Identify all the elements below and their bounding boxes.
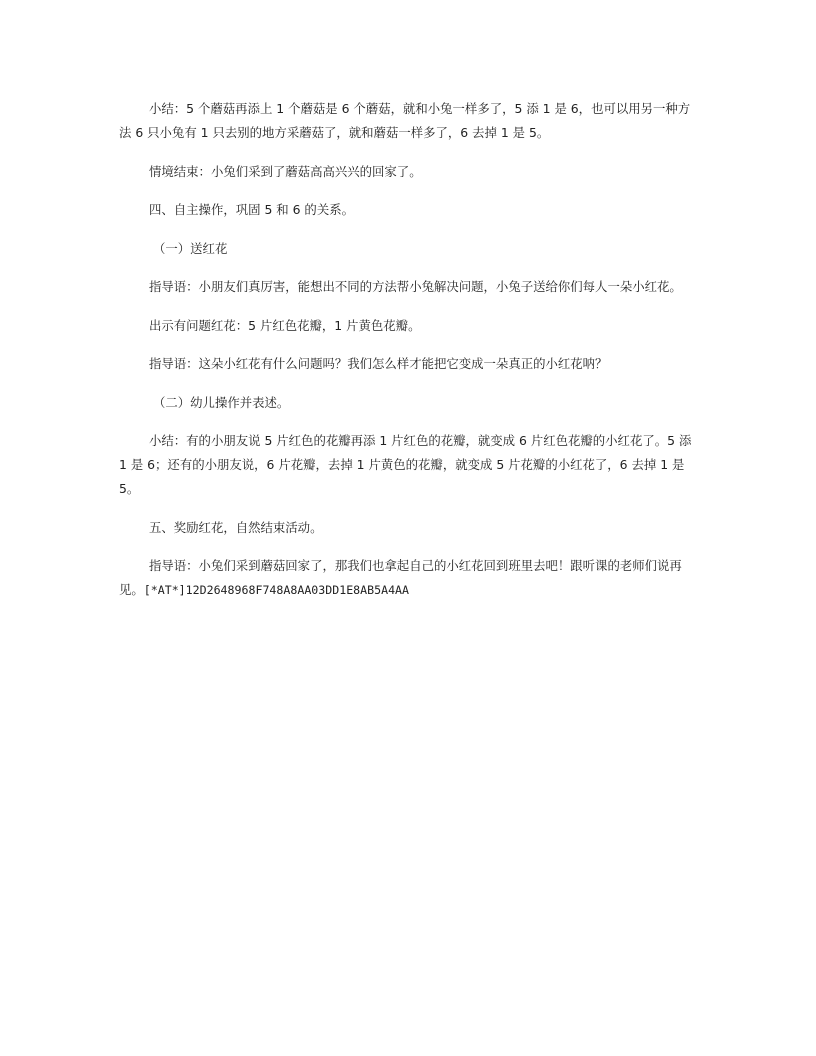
paragraph-summary-petals: 小结：有的小朋友说 5 片红色的花瓣再添 1 片红色的花瓣，就变成 6 片红色花瓣的小红花了。5 添 1 是 6；还有的小朋友说，6 片花瓣，去掉 1 片黄色的花瓣，就变成 5 片花瓣的小红花了，6 去掉 1 是 5。	[119, 433, 692, 496]
paragraph-guide-farewell	[119, 554, 701, 602]
paragraph-scene-end: 情境结束：小兔们采到了蘑菇高高兴兴的回家了。	[149, 163, 422, 179]
subsection-heading-one: （一）送红花	[153, 240, 228, 256]
farewell-text: 指导语：小兔们采到蘑菇回家了，那我们也拿起自己的小红花回到班里去吧！跟听课的老师们说再见。	[119, 558, 682, 597]
paragraph-guide-question: 指导语：这朵小红花有什么问题吗？我们怎么样才能把它变成一朵真正的小红花呐？	[149, 356, 608, 371]
paragraph-summary-mushrooms: 小结：5 个蘑菇再添上 1 个蘑菇是 6 个蘑菇，就和小兔一样多了，5 添 1 是 6，也可以用另一种方法 6 只小兔有 1 只去别的地方采蘑菇了，就和蘑菇一样多了，6 去掉 1 是 5。	[119, 101, 691, 140]
section-heading-five: 五、奖励红花，自然结束活动。	[149, 519, 323, 535]
paragraph-show-flower: 出示有问题红花：5 片红色花瓣，1 片黄色花瓣。	[149, 317, 421, 333]
paragraph-guide-flower: 指导语：小朋友们真厉害，能想出不同的方法帮小兔解决问题，小兔子送给你们每人一朵小红花。	[149, 279, 682, 294]
subsection-heading-two: （二）幼儿操作并表述。	[153, 394, 290, 410]
section-heading-four: 四、自主操作，巩固 5 和 6 的关系。	[149, 202, 354, 217]
document-body	[119, 97, 701, 617]
document-code: [*AT*]12D2648968F748A8AA03DD1E8AB5A4AA	[143, 583, 410, 597]
